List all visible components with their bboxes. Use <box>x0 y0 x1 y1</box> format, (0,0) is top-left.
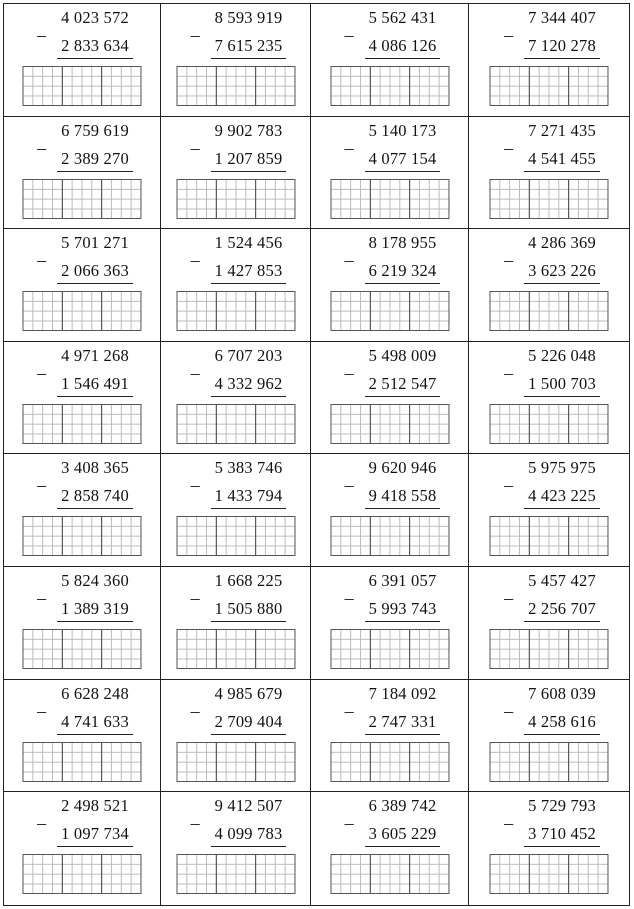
minus-sign: – <box>190 700 200 721</box>
answer-rule <box>57 396 133 397</box>
minus-sign: – <box>344 700 354 721</box>
minuend: 5 701 271 <box>61 233 129 253</box>
answer-grid[interactable] <box>23 291 142 331</box>
minuend: 5 562 431 <box>368 8 437 27</box>
minuend: 6 389 742 <box>368 796 437 816</box>
minus-sign: – <box>504 700 514 721</box>
answer-grid[interactable] <box>176 404 295 444</box>
minus-sign: – <box>190 362 200 383</box>
minus-sign: – <box>504 813 514 834</box>
answer-grid[interactable] <box>490 742 609 782</box>
answer-grid[interactable] <box>490 404 609 444</box>
answer-grid[interactable] <box>490 629 609 669</box>
answer-grid[interactable] <box>490 66 609 106</box>
answer-rule <box>524 508 600 509</box>
subtrahend: 1 389 319 <box>61 598 129 618</box>
subtrahend: 4 541 455 <box>528 148 596 168</box>
subtrahend: 4 423 225 <box>528 486 596 506</box>
minuend: 6 707 203 <box>214 345 283 365</box>
problem-cell <box>4 454 161 567</box>
subtrahend: 7 120 278 <box>528 36 596 55</box>
minuend: 4 971 268 <box>61 345 129 365</box>
answer-rule <box>524 58 600 59</box>
answer-rule <box>524 621 600 622</box>
answer-grid[interactable] <box>176 179 295 219</box>
problem-cell <box>4 229 161 342</box>
answer-rule <box>57 283 133 284</box>
minuend: 4 286 369 <box>528 233 596 253</box>
subtrahend: 1 433 794 <box>214 486 283 506</box>
problem-cell <box>161 342 311 455</box>
minus-sign: – <box>344 475 354 496</box>
subtrahend: 1 207 859 <box>214 148 283 168</box>
problem-cell <box>311 680 469 793</box>
answer-rule <box>211 621 287 622</box>
minus-sign: – <box>344 137 354 158</box>
problem-cell <box>4 117 161 230</box>
subtrahend: 3 605 229 <box>368 824 437 844</box>
answer-grid[interactable] <box>330 291 449 331</box>
subtrahend: 4 258 616 <box>528 711 596 731</box>
answer-grid[interactable] <box>23 742 142 782</box>
answer-grid[interactable] <box>330 404 449 444</box>
minus-sign: – <box>344 813 354 834</box>
minus-sign: – <box>504 587 514 608</box>
answer-rule <box>365 283 441 284</box>
subtrahend: 2 709 404 <box>214 711 283 731</box>
problem-cell <box>4 567 161 680</box>
answer-rule <box>211 846 287 847</box>
problem-cell <box>4 342 161 455</box>
minus-sign: – <box>190 250 200 271</box>
answer-grid[interactable] <box>23 66 142 106</box>
minuend: 5 975 975 <box>528 458 596 478</box>
minuend: 7 344 407 <box>528 8 596 27</box>
minuend: 4 023 572 <box>61 8 129 27</box>
answer-rule <box>57 508 133 509</box>
problem-cell <box>161 4 311 117</box>
answer-rule <box>365 508 441 509</box>
answer-grid[interactable] <box>176 742 295 782</box>
minuend: 6 628 248 <box>61 683 129 703</box>
answer-rule <box>524 734 600 735</box>
problem-cell <box>311 229 469 342</box>
subtrahend: 4 086 126 <box>368 36 437 55</box>
minus-sign: – <box>344 587 354 608</box>
minus-sign: – <box>37 137 47 158</box>
answer-grid[interactable] <box>330 66 449 106</box>
minuend: 3 408 365 <box>61 458 129 478</box>
subtrahend: 2 066 363 <box>61 261 129 281</box>
problem-cell <box>311 792 469 905</box>
problem-cell <box>4 680 161 793</box>
answer-grid[interactable] <box>176 291 295 331</box>
minus-sign: – <box>37 587 47 608</box>
minus-sign: – <box>344 250 354 271</box>
minus-sign: – <box>190 25 200 45</box>
problem-cell <box>469 4 629 117</box>
minuend: 5 140 173 <box>368 120 437 140</box>
minuend: 2 498 521 <box>61 796 129 816</box>
subtrahend: 1 097 734 <box>61 824 129 844</box>
minus-sign: – <box>37 362 47 383</box>
answer-grid[interactable] <box>330 629 449 669</box>
problem-cell <box>311 454 469 567</box>
subtraction-worksheet <box>3 3 630 906</box>
answer-rule <box>57 621 133 622</box>
problem-cell <box>161 117 311 230</box>
problem-cell <box>311 117 469 230</box>
minuend: 5 226 048 <box>528 345 596 365</box>
answer-rule <box>365 171 441 172</box>
answer-rule <box>365 621 441 622</box>
answer-grid[interactable] <box>23 854 142 894</box>
subtrahend: 2 256 707 <box>528 598 596 618</box>
subtrahend: 1 546 491 <box>61 373 129 393</box>
answer-grid[interactable] <box>176 66 295 106</box>
minuend: 7 271 435 <box>528 120 596 140</box>
problem-cell <box>469 454 629 567</box>
minus-sign: – <box>190 137 200 158</box>
minus-sign: – <box>37 475 47 496</box>
minuend: 8 178 955 <box>368 233 437 253</box>
problem-cell <box>161 680 311 793</box>
answer-grid[interactable] <box>330 179 449 219</box>
problem-cell <box>161 792 311 905</box>
answer-grid[interactable] <box>490 179 609 219</box>
minus-sign: – <box>190 587 200 608</box>
problem-cell <box>311 4 469 117</box>
answer-grid[interactable] <box>23 516 142 556</box>
minuend: 6 759 619 <box>61 120 129 140</box>
minuend: 6 391 057 <box>368 570 437 590</box>
minus-sign: – <box>504 250 514 271</box>
minus-sign: – <box>504 362 514 383</box>
answer-grid[interactable] <box>330 516 449 556</box>
subtrahend: 4 741 633 <box>61 711 129 731</box>
subtrahend: 7 615 235 <box>214 36 283 55</box>
subtrahend: 5 993 743 <box>368 598 437 618</box>
answer-rule <box>57 58 133 59</box>
minus-sign: – <box>37 813 47 834</box>
answer-grid[interactable] <box>490 291 609 331</box>
minus-sign: – <box>504 25 514 45</box>
answer-rule <box>365 734 441 735</box>
answer-grid[interactable] <box>23 404 142 444</box>
problem-cell <box>161 454 311 567</box>
subtrahend: 1 505 880 <box>214 598 283 618</box>
answer-grid[interactable] <box>23 629 142 669</box>
subtrahend: 4 332 962 <box>214 373 283 393</box>
answer-grid[interactable] <box>176 516 295 556</box>
minus-sign: – <box>504 137 514 158</box>
problem-cell <box>469 680 629 793</box>
minuend: 7 608 039 <box>528 683 596 703</box>
answer-rule <box>524 171 600 172</box>
minus-sign: – <box>504 475 514 496</box>
answer-rule <box>57 846 133 847</box>
problem-cell <box>469 792 629 905</box>
minus-sign: – <box>190 813 200 834</box>
subtrahend: 3 623 226 <box>528 261 596 281</box>
subtrahend: 6 219 324 <box>368 261 437 281</box>
answer-grid[interactable] <box>330 742 449 782</box>
subtrahend: 2 747 331 <box>368 711 437 731</box>
minus-sign: – <box>37 700 47 721</box>
subtrahend: 3 710 452 <box>528 824 596 844</box>
problem-cell <box>469 229 629 342</box>
problem-cell <box>469 567 629 680</box>
minus-sign: – <box>190 475 200 496</box>
problem-cell <box>4 4 161 117</box>
problem-cell <box>469 117 629 230</box>
answer-rule <box>211 508 287 509</box>
minuend: 5 457 427 <box>528 570 596 590</box>
minuend: 5 498 009 <box>368 345 437 365</box>
problem-cell <box>469 342 629 455</box>
problem-cell <box>311 567 469 680</box>
minuend: 5 729 793 <box>528 796 596 816</box>
answer-rule <box>211 283 287 284</box>
answer-rule <box>365 846 441 847</box>
answer-rule <box>524 396 600 397</box>
minuend: 5 383 746 <box>214 458 283 478</box>
minuend: 8 593 919 <box>214 8 283 27</box>
subtrahend: 1 500 703 <box>528 373 596 393</box>
subtrahend: 4 077 154 <box>368 148 437 168</box>
subtrahend: 9 418 558 <box>368 486 437 506</box>
problem-cell <box>161 567 311 680</box>
minus-sign: – <box>37 250 47 271</box>
answer-rule <box>524 846 600 847</box>
minuend: 9 412 507 <box>214 796 283 816</box>
answer-grid[interactable] <box>176 854 295 894</box>
subtrahend: 2 512 547 <box>368 373 437 393</box>
subtrahend: 2 833 634 <box>61 36 129 55</box>
minus-sign: – <box>344 362 354 383</box>
answer-rule <box>211 396 287 397</box>
answer-grid[interactable] <box>330 854 449 894</box>
minuend: 9 620 946 <box>368 458 437 478</box>
answer-rule <box>57 171 133 172</box>
minuend: 4 985 679 <box>214 683 283 703</box>
minus-sign: – <box>344 25 354 45</box>
subtrahend: 4 099 783 <box>214 824 283 844</box>
answer-rule <box>211 58 287 59</box>
minus-sign: – <box>37 25 47 45</box>
subtrahend: 2 858 740 <box>61 486 129 506</box>
answer-grid[interactable] <box>490 854 609 894</box>
problem-cell <box>311 342 469 455</box>
subtrahend: 2 389 270 <box>61 148 129 168</box>
answer-rule <box>365 58 441 59</box>
answer-rule <box>211 171 287 172</box>
answer-rule <box>524 283 600 284</box>
problem-cell <box>161 229 311 342</box>
minuend: 1 668 225 <box>214 570 283 590</box>
answer-rule <box>57 734 133 735</box>
problem-cell <box>4 792 161 905</box>
minuend: 9 902 783 <box>214 120 283 140</box>
minuend: 1 524 456 <box>214 233 283 253</box>
subtrahend: 1 427 853 <box>214 261 283 281</box>
answer-grid[interactable] <box>490 516 609 556</box>
answer-rule <box>365 396 441 397</box>
minuend: 7 184 092 <box>368 683 437 703</box>
answer-rule <box>211 734 287 735</box>
answer-grid[interactable] <box>23 179 142 219</box>
answer-grid[interactable] <box>176 629 295 669</box>
minuend: 5 824 360 <box>61 570 129 590</box>
